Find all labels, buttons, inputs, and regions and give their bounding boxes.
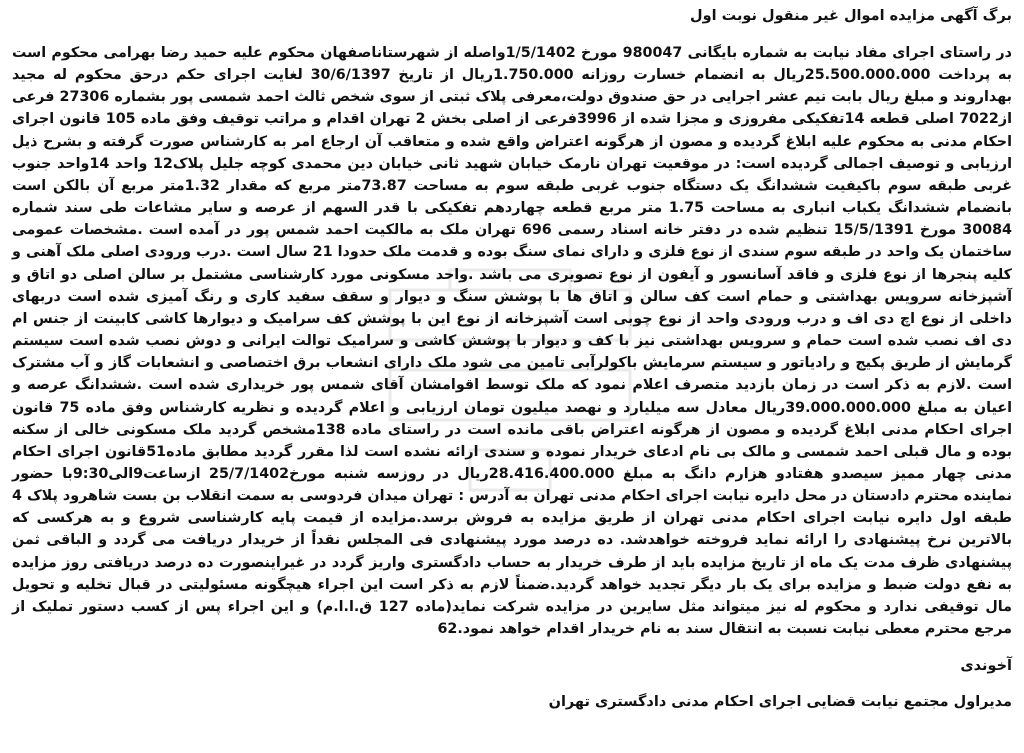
signer-position: مدیراول مجتمع نیابت قضایی اجرای احکام مدنی دادگستری تهران bbox=[548, 694, 1012, 711]
notice-body: در راستای اجرای مفاد نیابت به شماره بایگانی 980047 مورخ 1/5/1402واصله از شهرستاناصفهان محکوم علیه حمید رضا بهرامی محکوم است به پرداخت 25.500.000.000ریال به انضمام خسارت روزانه 1.750.000ریال از تاریخ 30/6/1397 لغایت اجرای حکم درحق محکوم له مجید بهداروند و مبلغ ریال بابت نیم عشر اجرایی در حق صندوق دولت،معرفی پلاک ثبتی از سوی شخص ثالث احمد شمسی پور بشماره 27306 فرعی از7022 اصلی قطعه 14تفکیکی مفروزی و مجزا شده از 3996فرعی از اصلی بخش 2 تهران اقدام و مراتب توقیف وفق ماده 105 قانون اجرای احکام مدنی به محکوم علیه ابلاغ گردیده و مصون از هرگونه اعتراض واقع شده و متعاقب آن ارجاع امر به کارشناس صورت گرفته و بشرح ذیل ارزیابی و توصیف اجمالی گردیده است: در موقعیت تهران نارمک خیابان شهید ثانی خیابان دین محمدی کوچه جلیل پلاک12 واحد 14واحد جنوب غربی طبقه سوم باکیفیت ششدانگ یک دستگاه جنوب غربی طبقه سوم به مساحت 73.87متر مربع که مقدار 1.32متر مربع آن بالکن است بانضمام ششدانگ یکباب انباری به مساحت 1.75 متر مربع قطعه چهاردهم تفکیکی با قدر السهم از عرصه و سایر مشاعات طی سند شماره 30084 مورخ 15/5/1391 تنظیم شده در دفتر خانه اسناد رسمی 696 تهران ملک به مالکیت احمد شمس پور در آمده است .مشخصات عمومی ساختمان یک واحد در طبقه سوم سندی از نوع فلزی و دارای نمای سنگ بوده و قدمت ملک حدودا 21 سال است .درب ورودی اصلی ملک آهنی و کلیه پنجرها از نوع فلزی و فاقد آسانسور و آیفون از نوع تصویری می باشد .واحد مسکونی مورد کارشناسی مشتمل بر سالن اصلی دو اتاق و آشپزخانه سرویس بهداشتی و حمام است کف سالن و اتاق ها با پوشش سنگ و دیوار و سقف سفید کاری و رنگ آمیزی شده است دربهای داخلی از نوع اچ دی اف و درب ورودی واحد از نوع چوبی است آشپزخانه از نوع این با پوشش کف سرامیک و دیوارها کاشی کابینت از جنس ام دی اف نصب شده است حمام و سرویس بهداشتی نیز با کف و دیوار با پوشش کاشی و سرامیک توالت ایرانی و دوش نصب شده است سیستم گرمایش از طریق پکیج و رادیاتور و سیستم سرمایش باکولرآبی تامین می شود ملک دارای انشعاب برق اختصاصی و انشعابات گاز و آب مشترک است .لازم به ذکر است در زمان بازدید متصرف اعلام نمود که ملک توسط اقوامشان آقای شمس پور خریداری شده است .ششدانگ عرصه و اعیان به مبلغ 39.000.000.000ریال معادل سه میلیارد و نهصد میلیون تومان ارزیابی و اعلام گردیده و نظریه کارشناس وفق ماده 75 قانون اجرای احکام مدنی ابلاغ گردیده و مصون از هرگونه اعتراض باقی مانده است در راستای ماده 138مشخص گردید ملک مسکونی خالی از سکنه بوده و مال قبلی احمد شمسی و مالک بی نام ادعای خریدار نموده و سندی ارائه نشده است لذا مقرر گردید مطابق ماده51قانون اجرای احکام مدنی چهار ممیز سیصدو هفتادو هزارم دانگ به مبلغ 28.416.400.000ریال در روزسه شنبه مورخ25/7/1402 ازساعت9الی9:30با حضور نماینده محترم دادستان در محل دایره نیابت اجرای احکام مدنی تهران به آدرس : تهران میدان فردوسی به سمت انقلاب بن بست شاهرود پلاک 4 طبقه اول دایره نیابت اجرای احکام مدنی تهران از طریق مزایده به فروش برسد.مزایده از قیمت پایه کارشناسی شروع و به هرکسی که بالاترین نرخ پیشنهادی را ارائه نماید فروخته خواهدشد. ده درصد مورد پیشنهادی فی المجلس نقداً از خریدار دریافت می گردد و الباقی ثمن پیشنهادی ظرف مدت یک ماه از تاریخ مزایده باید از طرف خریدار به حساب دادگستری واریز گردد در غیراینصورت ده درصد دریافتی روز مزایده به نفع دولت ضبط و مزایده برای یک بار دیگر تجدید خواهد گردید.ضمناً لازم به ذکر است این اجراء هیچگونه مسئولیتی در قبال تخلیه و تحویل مال توقیفی ندارد و محکوم له نیز میتواند مثل سایرین در مزایده شرکت نماید(ماده 127 ق.ا.ا.م) و این اجراء پس از کسب دستور تملیک از مرجع محترم معطی نیابت نسبت به انتقال سند به نام خریدار اقدام خواهد نمود.62 bbox=[12, 45, 1013, 638]
signer-name: آخوندی bbox=[960, 658, 1012, 675]
notice-title: برگ آگهی مزایده اموال غیر منقول نوبت اول bbox=[690, 8, 1012, 24]
auction-notice-page bbox=[12, 4, 1012, 749]
